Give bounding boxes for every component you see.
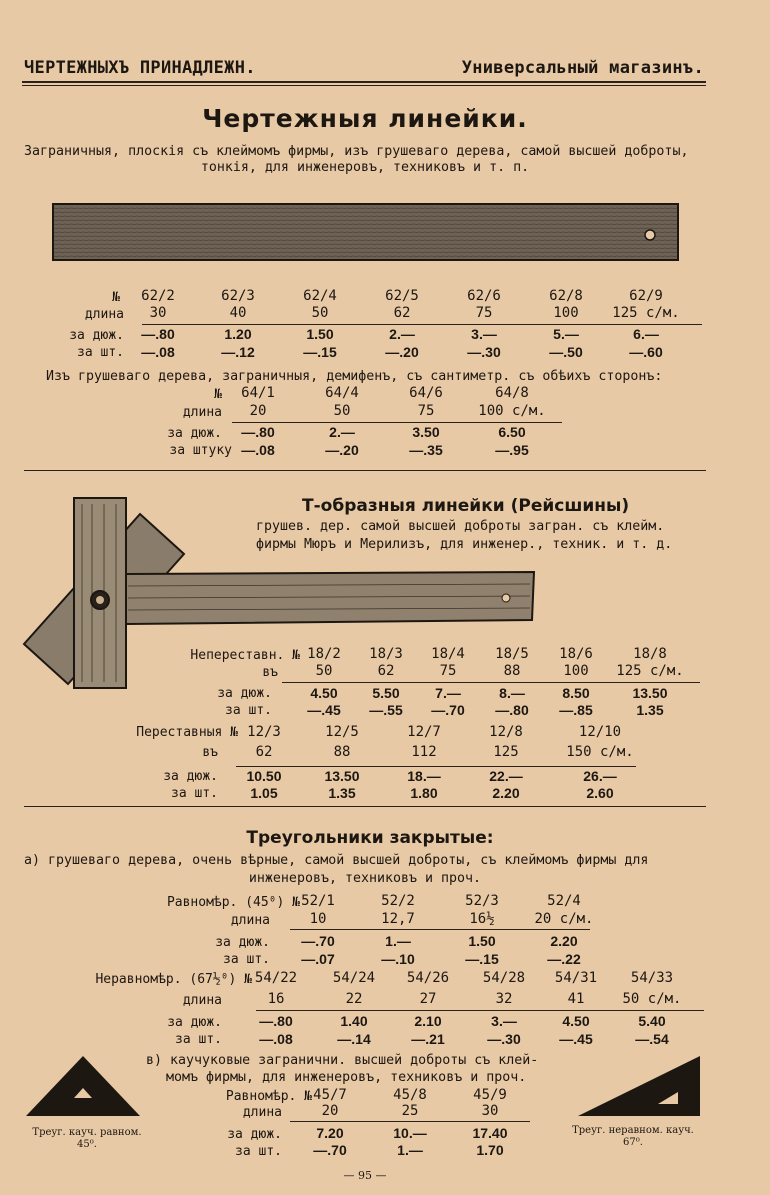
length-label: длина <box>84 307 124 322</box>
length-label: длина <box>182 993 222 1008</box>
section-title-t-squares: Т-образныя линейки (Рейсшины) <box>302 496 630 516</box>
price-per-piece: 1.— <box>397 1142 423 1158</box>
price-dozen-label: за дюж. <box>217 686 272 701</box>
price-per-piece: —.35 <box>409 442 443 458</box>
table-rule <box>256 1010 704 1011</box>
price-per-dozen: 2.10 <box>414 1013 442 1029</box>
no-label: № <box>112 290 120 305</box>
price-per-piece: —.22 <box>547 951 581 967</box>
t-squares-description-line1: грушев. дер. самой высшей доброты загран. съ клейм. <box>256 519 665 534</box>
length-label: длина <box>182 405 222 420</box>
triangles-description-line2: инженеровъ, техниковъ и проч. <box>248 871 482 886</box>
price-per-dozen: 3.— <box>491 1013 517 1029</box>
catalog-number: 64/8 <box>495 385 529 401</box>
price-per-dozen: 2.20 <box>550 933 578 949</box>
length-value: 125 с/м. <box>612 305 680 321</box>
price-per-piece: —.20 <box>385 344 419 360</box>
price-per-dozen: 1.40 <box>340 1013 368 1029</box>
price-per-dozen: 10.50 <box>246 768 282 784</box>
price-per-dozen: 8.50 <box>562 685 590 701</box>
price-per-dozen: —.80 <box>241 424 275 440</box>
catalog-number: 62/3 <box>221 288 255 304</box>
length-value: 75 <box>475 305 493 321</box>
price-per-dozen: 2.— <box>389 326 415 342</box>
catalog-number: 52/4 <box>547 893 581 909</box>
equal-triangle-label: Равномѣр. (45⁰) № <box>166 895 300 910</box>
price-per-piece: —.20 <box>325 442 359 458</box>
triangle-45-caption-angle: 45⁰. <box>77 1139 97 1150</box>
rubber-triangles-description-line2: момъ фирмы, для инженеровъ, техниковъ и проч. <box>166 1070 527 1085</box>
price-per-dozen: 2.— <box>329 424 355 440</box>
price-per-dozen: —.70 <box>301 933 335 949</box>
price-per-dozen: 5.— <box>553 326 579 342</box>
price-piece-label: за штуку <box>169 443 232 458</box>
length-value: 40 <box>229 305 247 321</box>
price-per-piece: —.30 <box>467 344 501 360</box>
price-per-dozen: 26.— <box>583 768 617 784</box>
price-per-piece: —.80 <box>495 702 529 718</box>
price-piece-label: за шт. <box>225 703 272 718</box>
price-per-dozen: 7.20 <box>316 1125 344 1141</box>
length-value: 50 <box>311 305 329 321</box>
catalog-number: 52/2 <box>381 893 415 909</box>
length-value: 125 <box>493 744 519 760</box>
catalog-number: 45/9 <box>473 1087 507 1103</box>
table-rule <box>290 929 590 930</box>
fixed-head-label: Непереставн. № <box>190 648 300 663</box>
length-value: 62 <box>377 663 395 679</box>
price-per-piece: —.08 <box>259 1031 293 1047</box>
length-value: 30 <box>149 305 167 321</box>
price-per-piece: —.54 <box>635 1031 669 1047</box>
table-rule <box>142 324 702 325</box>
length-value: 20 <box>249 403 267 419</box>
price-per-dozen: 3.50 <box>412 424 440 440</box>
price-per-dozen: 4.50 <box>562 1013 590 1029</box>
price-per-piece: 1.35 <box>636 702 664 718</box>
flat-ruler-illustration <box>52 203 680 263</box>
price-per-piece: 2.20 <box>492 785 520 801</box>
catalog-number: 12/10 <box>578 724 622 740</box>
catalog-number: 62/4 <box>303 288 337 304</box>
price-per-piece: —.12 <box>221 344 255 360</box>
price-per-dozen: 6.50 <box>498 424 526 440</box>
price-dozen-label: за дюж. <box>163 769 218 784</box>
triangle-45-caption: Треуг. кауч. равном. <box>32 1127 142 1138</box>
price-per-piece: —.30 <box>487 1031 521 1047</box>
price-piece-label: за шт. <box>235 1144 282 1159</box>
section-title-rulers: Чертежныя линейки. <box>202 104 528 133</box>
length-value: 41 <box>567 991 585 1007</box>
price-per-dozen: 1.50 <box>306 326 334 342</box>
length-value: 125 с/м. <box>616 663 684 679</box>
length-value: 88 <box>503 663 521 679</box>
header-rule-thin <box>22 85 706 86</box>
length-value: 100 <box>553 305 579 321</box>
no-label: № <box>214 387 222 402</box>
catalog-number: 12/8 <box>489 724 523 740</box>
price-per-piece: —.07 <box>301 951 335 967</box>
unequal-triangle-label: Неравномѣр. (67½⁰) № <box>95 972 252 987</box>
catalog-number: 62/8 <box>549 288 583 304</box>
catalog-number: 12/7 <box>407 724 441 740</box>
price-per-piece: —.70 <box>431 702 465 718</box>
catalog-number: 54/31 <box>554 970 598 986</box>
length-value: 22 <box>345 991 363 1007</box>
catalog-number: 54/28 <box>482 970 526 986</box>
price-per-piece: —.08 <box>141 344 175 360</box>
catalog-number: 64/1 <box>241 385 275 401</box>
catalog-number: 52/3 <box>465 893 499 909</box>
price-per-piece: —.70 <box>313 1142 347 1158</box>
length-value: 16½ <box>469 911 495 927</box>
catalog-number: 18/2 <box>307 646 341 662</box>
length-value: 16 <box>267 991 285 1007</box>
price-per-dozen: 1.20 <box>224 326 252 342</box>
length-value: 32 <box>495 991 513 1007</box>
catalog-number: 62/9 <box>629 288 663 304</box>
catalog-number: 62/2 <box>141 288 175 304</box>
price-per-piece: 1.80 <box>410 785 438 801</box>
catalog-number: 18/3 <box>369 646 403 662</box>
catalog-number: 45/7 <box>313 1087 347 1103</box>
length-value: 20 с/м. <box>534 911 594 927</box>
price-per-piece: —.14 <box>337 1031 371 1047</box>
price-dozen-label: за дюж. <box>69 328 124 343</box>
price-per-dozen: 5.40 <box>638 1013 666 1029</box>
header-rule <box>22 81 706 83</box>
catalog-number: 54/22 <box>254 970 298 986</box>
price-per-dozen: 3.— <box>471 326 497 342</box>
length-value: 20 <box>321 1103 339 1119</box>
catalog-number: 45/8 <box>393 1087 427 1103</box>
table-rule <box>290 1121 530 1122</box>
price-dozen-label: за дюж. <box>227 1127 282 1142</box>
length-value: 112 <box>411 744 437 760</box>
adjustable-head-label: Переставныя № <box>136 725 238 740</box>
t-squares-description-line2: фирмы Мюръ и Мерилизъ, для инженер., техник. и т. д. <box>256 537 673 552</box>
table-rule <box>282 682 700 683</box>
catalog-number: 18/8 <box>633 646 667 662</box>
page-number: — 95 — <box>343 1169 387 1182</box>
triangle-67-caption-angle: 67⁰. <box>623 1137 643 1148</box>
triangle-45-illustration <box>22 1052 144 1118</box>
price-per-piece: —.21 <box>411 1031 445 1047</box>
length-value: 50 <box>333 403 351 419</box>
rulers-description-line2: тонкія, для инженеровъ, техниковъ и т. п. <box>200 160 530 175</box>
price-per-piece: 1.70 <box>476 1142 504 1158</box>
price-per-dozen: 13.50 <box>632 685 668 701</box>
catalog-number: 18/4 <box>431 646 465 662</box>
catalog-number: 18/5 <box>495 646 529 662</box>
catalog-number: 62/5 <box>385 288 419 304</box>
price-per-piece: —.15 <box>303 344 337 360</box>
length-value: 30 <box>481 1103 499 1119</box>
catalog-number: 12/3 <box>247 724 281 740</box>
catalog-number: 54/33 <box>630 970 674 986</box>
length-value: 75 <box>417 403 435 419</box>
table-rule <box>232 422 562 423</box>
price-per-dozen: 10.— <box>393 1125 427 1141</box>
length-value: 12,7 <box>381 911 415 927</box>
price-piece-label: за шт. <box>175 1032 222 1047</box>
price-dozen-label: за дюж. <box>167 426 222 441</box>
length-value: 62 <box>393 305 411 321</box>
price-per-piece: —.55 <box>369 702 403 718</box>
catalog-number: 54/26 <box>406 970 450 986</box>
price-per-piece: —.10 <box>381 951 415 967</box>
price-per-dozen: —.80 <box>259 1013 293 1029</box>
price-per-dozen: 1.— <box>385 933 411 949</box>
running-head-left: ЧЕРТЕЖНЫХЪ ПРИНАДЛЕЖН. <box>24 58 256 78</box>
price-dozen-label: за дюж. <box>167 1015 222 1030</box>
price-per-piece: —.45 <box>559 1031 593 1047</box>
price-per-piece: —.85 <box>559 702 593 718</box>
length-label: въ <box>202 745 218 760</box>
price-per-dozen: 5.50 <box>372 685 400 701</box>
catalog-number: 62/6 <box>467 288 501 304</box>
price-piece-label: за шт. <box>223 952 270 967</box>
triangles-description-line1: а) грушеваго дерева, очень вѣрные, самой высшей доброты, съ клеймомъ фирмы для <box>24 853 649 868</box>
rulers-description-line1: Заграничныя, плоскія съ клеймомъ фирмы, изъ грушеваго дерева, самой высшей доброты, <box>24 144 689 159</box>
section-title-triangles: Треугольники закрытые: <box>246 828 494 848</box>
price-per-piece: —.95 <box>495 442 529 458</box>
demifen-description: Изъ грушеваго дерева, заграничныя, демифенъ, съ сантиметр. съ обѣихъ сторонъ: <box>46 369 663 384</box>
triangle-67-illustration <box>574 1052 704 1118</box>
length-value: 100 с/м. <box>478 403 546 419</box>
price-per-piece: —.08 <box>241 442 275 458</box>
catalog-number: 18/6 <box>559 646 593 662</box>
catalog-number: 64/4 <box>325 385 359 401</box>
catalog-number: 64/6 <box>409 385 443 401</box>
catalog-number: 52/1 <box>301 893 335 909</box>
length-value: 25 <box>401 1103 419 1119</box>
price-per-piece: 2.60 <box>586 785 614 801</box>
length-label: длина <box>230 913 270 928</box>
length-value: 10 <box>309 911 327 927</box>
length-value: 100 <box>563 663 589 679</box>
price-per-dozen: 8.— <box>499 685 525 701</box>
length-label: въ <box>262 665 278 680</box>
catalog-number: 12/5 <box>325 724 359 740</box>
price-piece-label: за шт. <box>77 345 124 360</box>
price-per-dozen: 4.50 <box>310 685 338 701</box>
price-per-dozen: 17.40 <box>472 1125 508 1141</box>
length-value: 50 с/м. <box>622 991 682 1007</box>
price-per-piece: —.60 <box>629 344 663 360</box>
price-per-piece: 1.05 <box>250 785 278 801</box>
price-dozen-label: за дюж. <box>215 935 270 950</box>
price-per-piece: —.15 <box>465 951 499 967</box>
triangle-67-caption: Треуг. неравном. кауч. <box>572 1125 694 1136</box>
price-per-dozen: 18.— <box>407 768 441 784</box>
rubber-triangle-label: Равномѣр. № <box>225 1089 312 1104</box>
price-per-dozen: 1.50 <box>468 933 496 949</box>
rubber-triangles-description-line1: в) каучуковые загранични. высшей доброты съ клей- <box>146 1053 539 1068</box>
length-value: 75 <box>439 663 457 679</box>
price-per-piece: —.45 <box>307 702 341 718</box>
price-piece-label: за шт. <box>171 786 218 801</box>
price-per-piece: —.50 <box>549 344 583 360</box>
length-label: длина <box>242 1105 282 1120</box>
table-rule <box>236 766 636 767</box>
section-divider <box>24 806 706 807</box>
catalog-number: 54/24 <box>332 970 376 986</box>
length-value: 50 <box>315 663 333 679</box>
length-value: 150 с/м. <box>566 744 634 760</box>
price-per-dozen: 13.50 <box>324 768 360 784</box>
price-per-dozen: —.80 <box>141 326 175 342</box>
length-value: 62 <box>255 744 273 760</box>
price-per-piece: 1.35 <box>328 785 356 801</box>
length-value: 88 <box>333 744 351 760</box>
price-per-dozen: 7.— <box>435 685 461 701</box>
price-per-dozen: 22.— <box>489 768 523 784</box>
price-per-dozen: 6.— <box>633 326 659 342</box>
section-divider <box>24 470 706 471</box>
running-head-right: Универсальный магазинъ. <box>461 58 704 78</box>
length-value: 27 <box>419 991 437 1007</box>
